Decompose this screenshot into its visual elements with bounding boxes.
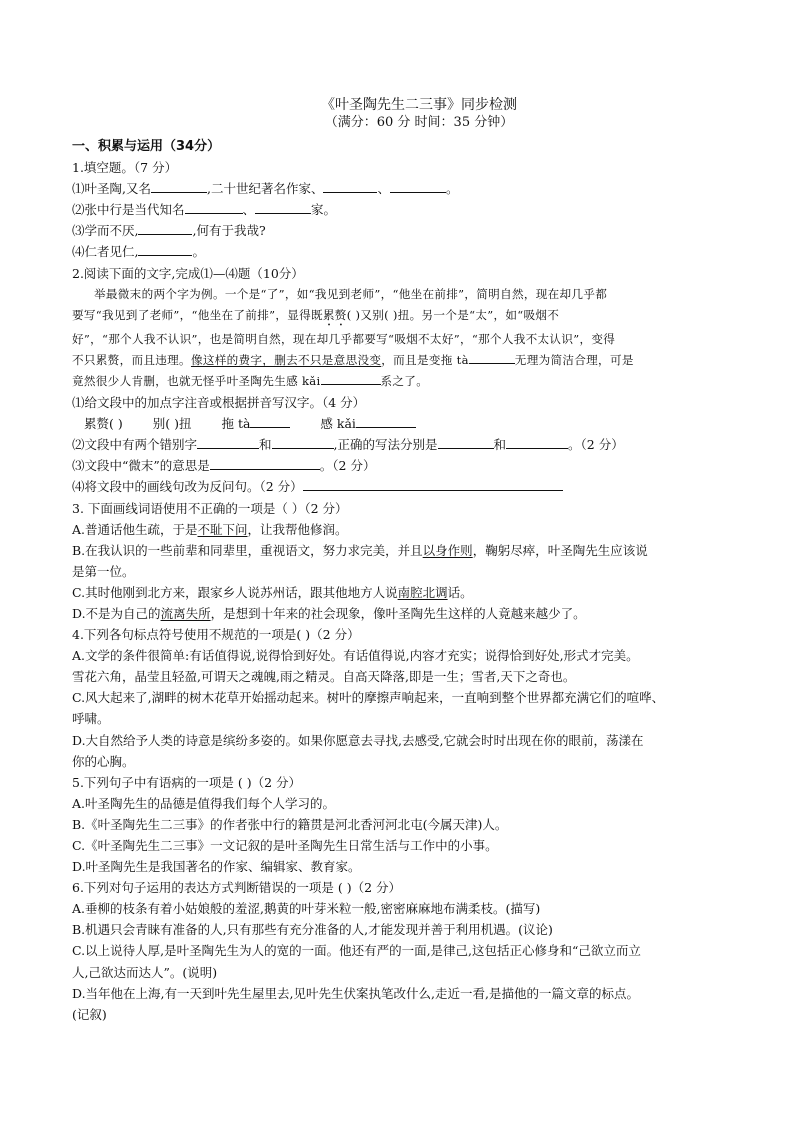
q3-stem: 3. 下面画线词语使用不正确的一项是（ ）（2 分） [72, 500, 348, 516]
text: ，是想到十年来的社会现象，像叶圣陶先生这样的人竟越来越少了。 [210, 605, 586, 621]
answer-blank[interactable] [255, 201, 311, 214]
passage-line [72, 305, 732, 329]
answer-blank[interactable] [390, 180, 446, 193]
text: 话。 [447, 584, 473, 600]
text: C.其时他刚到北方来，跟家乡人说苏州话，跟其他地方人说 [72, 584, 398, 600]
q4-option-c-cont: 呼啸。 [72, 711, 110, 727]
q6-option-d-cont: (记叙) [72, 1006, 107, 1022]
underlined-word: 南腔北调 [397, 584, 448, 600]
worksheet [72, 96, 732, 1025]
text: 和 [493, 437, 507, 453]
q2-sub-3 [72, 455, 732, 476]
passage-line [72, 350, 732, 371]
text: 系之了。 [380, 373, 429, 388]
q2-sub-1-items [72, 413, 732, 434]
underlined-word: 不耻下问 [197, 521, 248, 537]
text: ，鞠躬尽瘁，叶圣陶先生应该说 [472, 542, 648, 558]
text: ,二十世纪著名作家、 [206, 181, 324, 197]
text: 无理为简洁合理，可是 [514, 352, 634, 367]
text: 不只累赘，而且违理。 [72, 352, 191, 367]
text: ⑵文段中有两个错别字 [72, 437, 198, 453]
text: 、 [377, 181, 390, 197]
q1-item-2 [72, 199, 732, 220]
answer-blank[interactable] [250, 415, 290, 428]
answer-blank[interactable] [138, 222, 192, 235]
q1-item-3 [72, 220, 732, 241]
text: ⑷将文段中的画线句改为反问句。（2 分） [72, 479, 303, 495]
q4-option-c: C.风大起来了,湖畔的树木花草开始摇动起来。树叶的摩擦声响起来，一直响到整个世界都充满它们的喧哗、 [72, 690, 665, 706]
q5-option-d: D.叶圣陶先生是我国著名的作家、编辑家、教育家。 [72, 859, 361, 875]
text: ，而且是变拖 tà [381, 352, 469, 367]
text: 感 kǎi [320, 416, 356, 432]
text: 拖 tà [221, 416, 251, 432]
text: 。（2 分） [319, 458, 376, 474]
dotted-word: 累赘 [322, 307, 347, 322]
answer-blank[interactable] [321, 372, 381, 385]
q5-option-a: A.叶圣陶先生的品德是值得我们每个人学习的。 [72, 795, 336, 811]
q3-option-b-cont: 是第一位。 [72, 563, 135, 579]
q6-stem: 6.下列对句子运用的表达方式判断错误的一项是 ( )（2 分） [72, 880, 402, 896]
q2-sub-2 [72, 434, 732, 455]
q4-option-d-cont: 你的心胸。 [72, 753, 135, 769]
q4-option-b: 雪花六角，晶莹且轻盈,可谓天之魂魄,雨之精灵。自高天降落,即是一生；雪者,天下之奇也。 [72, 669, 576, 685]
text: ⑷仁者见仁, [72, 244, 139, 260]
q1-stem: 1.填空题。（7 分） [72, 160, 178, 176]
text: 要写“我见到了老师”，“他坐在了前排”，显得既 [72, 307, 323, 322]
answer-blank[interactable] [356, 415, 416, 428]
q3-option-a [72, 519, 732, 540]
text: ,何有于我哉? [192, 223, 266, 239]
q4-stem: 4.下列各句标点符号使用不规范的一项是( )（2 分） [72, 627, 360, 643]
q1-item-4 [72, 241, 732, 262]
q5-stem: 5.下列句子中有语病的一项是 ( )（2 分） [72, 774, 302, 790]
answer-blank[interactable] [185, 201, 243, 214]
answer-blank[interactable] [210, 457, 320, 470]
text: 累赘( ) [84, 416, 123, 432]
answer-blank[interactable] [272, 436, 334, 449]
q3-option-d [72, 603, 732, 624]
text: ⑴叶圣陶,又名 [72, 181, 151, 197]
answer-blank[interactable] [323, 180, 377, 193]
underlined-word: 以身作则 [422, 542, 473, 558]
answer-blank[interactable] [506, 436, 568, 449]
text: ⑶学而不厌, [72, 223, 139, 239]
answer-blank[interactable] [303, 478, 563, 491]
passage-line: 好”，“那个人我不认识”，也是简明自然，现在却几乎都要写“吸烟不太好”，“那个人我不太认识”，变得 [72, 331, 616, 346]
page-subtitle: （满分：60 分 时间：35 分钟） [324, 115, 514, 130]
text: 。 [445, 181, 459, 197]
q2-stem: 2.阅读下面的文字,完成⑴—⑷题（10分） [72, 265, 304, 281]
q6-option-c: C.以上说待人厚,是叶圣陶先生为人的宽的一面。他还有严的一面,是律己,这包括正心修身和“己欲立而立 [72, 943, 641, 959]
answer-blank[interactable] [151, 180, 207, 193]
text: 竟然很少人肯删，也就无怪乎叶圣陶先生感 kǎi [72, 373, 321, 388]
q3-option-b [72, 540, 732, 561]
page-title: 《叶圣陶先生二三事》同步检测 [321, 97, 517, 113]
q4-option-d: D.大自然给予人类的诗意是缤纷多姿的。如果你愿意去寻找,去感受,它就会时时出现在你的眼前，荡漾在 [72, 732, 644, 748]
text: 和 [259, 437, 272, 453]
q3-option-c [72, 582, 732, 603]
text: ,正确的写法分别是 [333, 437, 438, 453]
q2-sub-1: ⑴给文段中的加点字注音或根据拼音写汉字。（4 分） [72, 395, 366, 411]
text: 。 [192, 244, 205, 260]
text: ⑶文段中“微末”的意思是 [72, 458, 210, 474]
text: 、 [242, 202, 256, 218]
answer-blank[interactable] [438, 436, 494, 449]
q6-option-a: A.垂柳的枝条有着小姑娘般的羞涩,鹅黄的叶芽米粒一般,密密麻麻地布满柔枝。(描写) [72, 901, 541, 917]
text: 家。 [311, 202, 337, 218]
q6-option-b: B.机遇只会青睐有准备的人,只有那些有充分准备的人,才能发现并善于利用机遇。(议论) [72, 922, 553, 938]
text: ( )又别( )扭。另一个是“太”，如“吸烟不 [346, 307, 560, 322]
underlined-word: 流离失所 [160, 605, 211, 621]
text: D.不是为自己的 [72, 605, 161, 621]
passage-line: 举最微末的两个字为例。一个是“了”，如“我见到老师”，“他坐在前排”，简明自然，现在却几乎都 [94, 286, 608, 301]
text: B.在我认识的一些前辈和同辈里，重视语文，努力求完美，并且 [72, 542, 423, 558]
q1-item-1 [72, 178, 732, 199]
q2-sub-4 [72, 476, 732, 497]
q6-option-d: D.当年他在上海,有一天到叶先生屋里去,见叶先生伏案执笔改什么,走近一看,是描他的一篇文章的标点。 [72, 985, 639, 1001]
underlined-sentence: 像这样的费字，删去不只是意思没变 [190, 352, 382, 367]
answer-blank[interactable] [138, 243, 192, 256]
text: A.普通话他生疏，于是 [72, 521, 198, 537]
q4-option-a: A.文学的条件很简单:有话值得说,说得恰到好处。有话值得说,内容才充实；说得恰到好处,形式才完美。 [72, 648, 639, 664]
text: 别( )扭 [152, 416, 192, 432]
text: ⑵张中行是当代知名 [72, 202, 185, 218]
text: ，让我帮他修润。 [247, 521, 348, 537]
q5-option-b: B.《叶圣陶先生二三事》的作者张中行的籍贯是河北香河河北屯(今属天津)人。 [72, 816, 508, 832]
q6-option-c-cont: 人,己欲达而达人”。(说明) [72, 964, 218, 980]
q5-option-c: C.《叶圣陶先生二三事》一文记叙的是叶圣陶先生日常生活与工作中的小事。 [72, 838, 498, 853]
text: 。（2 分） [568, 437, 624, 453]
passage-line [72, 371, 732, 392]
answer-blank[interactable] [197, 436, 259, 449]
answer-blank[interactable] [469, 351, 515, 364]
section-heading: 一、积累与运用（34分） [72, 139, 221, 154]
